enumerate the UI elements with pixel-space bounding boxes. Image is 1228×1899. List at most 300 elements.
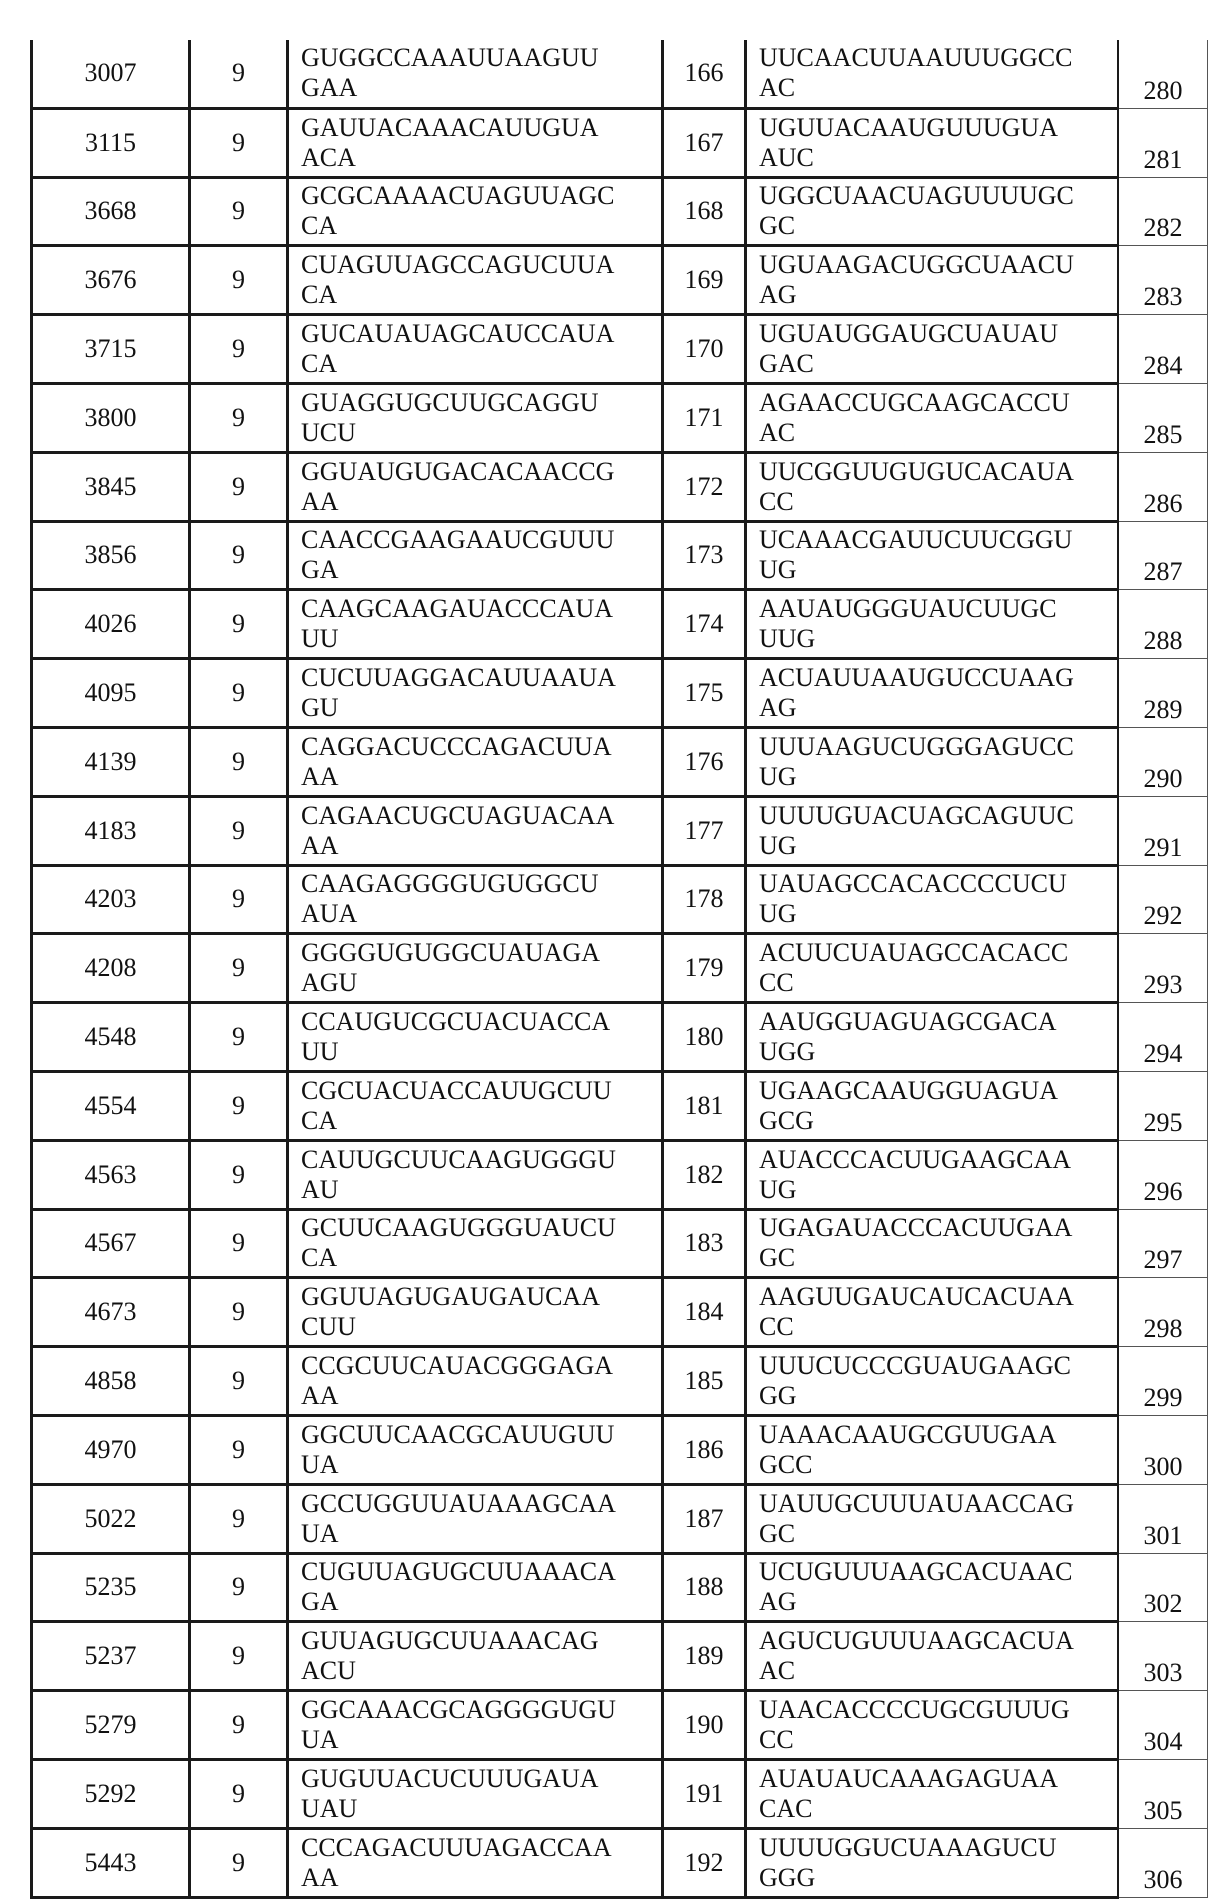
sense-sequence-line-1: CCAUGUCGCUACUACCA [301, 1007, 611, 1037]
antisense-sequence-line-2: AUC [759, 142, 814, 172]
table-row [32, 934, 1208, 1003]
target-position: 3676 [84, 265, 137, 295]
antisense-seq-id: 299 [1143, 1382, 1183, 1412]
table-row [32, 590, 1208, 659]
antisense-seq-id-cell [1118, 1415, 1208, 1484]
sense-seq-id: 185 [684, 1366, 724, 1396]
sense-seq-id-cell [663, 177, 746, 246]
antisense-sequence-line-2: AG [759, 280, 797, 310]
antisense-sequence-line-2: UUG [759, 624, 816, 654]
antisense-seq-id-cell [1118, 1278, 1208, 1347]
antisense-sequence-cell [746, 108, 1119, 177]
antisense-sequence-line-2: GCG [759, 1105, 814, 1135]
group-number: 9 [232, 884, 245, 914]
sense-sequence-line-2: CUU [301, 1312, 356, 1342]
antisense-sequence-line-2: AC [759, 1656, 796, 1686]
sense-seq-id: 169 [684, 265, 724, 295]
table-row [32, 659, 1208, 728]
group-cell [190, 659, 288, 728]
antisense-seq-id-cell [1118, 1484, 1208, 1553]
antisense-sequence-line-1: UAUAGCCACACCCCUCU [759, 869, 1067, 899]
antisense-sequence-line-2: UG [759, 761, 797, 791]
table-row [32, 452, 1208, 521]
antisense-sequence-cell [746, 246, 1119, 315]
antisense-sequence-line-2: AG [759, 1587, 797, 1617]
antisense-seq-id: 303 [1143, 1658, 1183, 1688]
target-position-cell [32, 1071, 190, 1140]
antisense-seq-id-cell [1118, 1622, 1208, 1691]
antisense-sequence-cell [746, 452, 1119, 521]
sense-sequence-cell [288, 521, 663, 590]
antisense-sequence-line-1: UUUAAGUCUGGGAGUCC [759, 731, 1074, 761]
table-row [32, 1003, 1208, 1072]
antisense-seq-id-cell [1118, 934, 1208, 1003]
antisense-seq-id-cell [1118, 1003, 1208, 1072]
sense-sequence-line-2: GU [301, 693, 339, 723]
antisense-seq-id: 305 [1143, 1795, 1183, 1825]
target-position-cell [32, 177, 190, 246]
antisense-sequence-line-2: CC [759, 968, 794, 998]
antisense-seq-id-cell [1118, 1209, 1208, 1278]
antisense-seq-id: 296 [1143, 1176, 1183, 1206]
table-row [32, 1759, 1208, 1828]
table-row [32, 1278, 1208, 1347]
table-row [32, 1209, 1208, 1278]
target-position: 4673 [84, 1297, 137, 1327]
antisense-sequence-line-2: CC [759, 1725, 794, 1755]
sense-seq-id: 172 [684, 471, 724, 501]
antisense-seq-id-cell [1118, 1759, 1208, 1828]
antisense-sequence-cell [746, 1759, 1119, 1828]
sense-seq-id: 181 [684, 1090, 724, 1120]
sense-seq-id-cell [663, 452, 746, 521]
target-position: 3115 [84, 127, 137, 157]
sense-sequence-cell [288, 1828, 663, 1897]
antisense-sequence-cell [746, 1553, 1119, 1622]
sense-seq-id: 183 [684, 1228, 724, 1258]
antisense-seq-id: 289 [1143, 694, 1183, 724]
group-cell [190, 1071, 288, 1140]
sense-seq-id-cell [663, 1415, 746, 1484]
table-row [32, 1484, 1208, 1553]
sense-sequence-line-1: GUAGGUGCUUGCAGGU [301, 387, 599, 417]
sense-sequence-line-1: CAUUGCUUCAAGUGGGU [301, 1144, 616, 1174]
group-cell [190, 383, 288, 452]
group-cell [190, 1828, 288, 1897]
antisense-seq-id-cell [1118, 1071, 1208, 1140]
group-number: 9 [232, 540, 245, 570]
group-number: 9 [232, 609, 245, 639]
target-position-cell [32, 40, 190, 108]
sense-seq-id: 173 [684, 540, 724, 570]
sense-seq-id-cell [663, 796, 746, 865]
antisense-seq-id-cell [1118, 521, 1208, 590]
group-cell [190, 1347, 288, 1416]
antisense-sequence-line-2: UG [759, 830, 797, 860]
group-number: 9 [232, 1022, 245, 1052]
sense-seq-id-cell [663, 1484, 746, 1553]
target-position: 3715 [84, 334, 137, 364]
target-position-cell [32, 1347, 190, 1416]
sense-seq-id-cell [663, 1759, 746, 1828]
sense-sequence-line-2: GAA [301, 73, 358, 103]
sense-seq-id: 182 [684, 1159, 724, 1189]
sense-seq-id-cell [663, 1347, 746, 1416]
sense-sequence-line-1: GCCUGGUUAUAAAGCAA [301, 1488, 616, 1518]
group-cell [190, 521, 288, 590]
antisense-sequence-cell [746, 659, 1119, 728]
target-position-cell [32, 934, 190, 1003]
sense-sequence-cell [288, 1484, 663, 1553]
sense-sequence-line-1: GUGGCCAAAUUAAGUU [301, 43, 599, 73]
sense-sequence-cell [288, 1347, 663, 1416]
sense-sequence-line-2: AA [301, 1862, 339, 1892]
table-row [32, 40, 1208, 108]
target-position: 4208 [84, 953, 137, 983]
sense-seq-id: 180 [684, 1022, 724, 1052]
antisense-seq-id: 293 [1143, 970, 1183, 1000]
antisense-sequence-line-2: UG [759, 1174, 797, 1204]
group-cell [190, 1140, 288, 1209]
antisense-seq-id: 288 [1143, 626, 1183, 656]
sense-sequence-cell [288, 934, 663, 1003]
antisense-seq-id: 281 [1143, 144, 1183, 174]
target-position-cell [32, 108, 190, 177]
antisense-sequence-line-2: GGG [759, 1862, 816, 1892]
sense-sequence-line-2: UU [301, 624, 339, 654]
sense-seq-id: 188 [684, 1572, 724, 1602]
antisense-seq-id: 287 [1143, 557, 1183, 587]
antisense-seq-id: 290 [1143, 763, 1183, 793]
sense-sequence-line-2: ACU [301, 1656, 356, 1686]
sense-seq-id: 192 [684, 1847, 724, 1877]
group-number: 9 [232, 471, 245, 501]
antisense-sequence-line-1: ACUUCUAUAGCCACACC [759, 938, 1069, 968]
antisense-seq-id: 282 [1143, 213, 1183, 243]
target-position-cell [32, 1691, 190, 1760]
group-number: 9 [232, 1090, 245, 1120]
antisense-seq-id-cell [1118, 108, 1208, 177]
group-cell [190, 108, 288, 177]
sense-seq-id-cell [663, 659, 746, 728]
sense-sequence-cell [288, 383, 663, 452]
sense-sequence-line-1: GUCAUAUAGCAUCCAUA [301, 319, 615, 349]
group-number: 9 [232, 678, 245, 708]
antisense-seq-id-cell [1118, 40, 1208, 108]
table-row [32, 1415, 1208, 1484]
antisense-sequence-cell [746, 1622, 1119, 1691]
antisense-seq-id: 298 [1143, 1314, 1183, 1344]
target-position: 4970 [84, 1434, 137, 1464]
antisense-sequence-cell [746, 934, 1119, 1003]
sense-sequence-cell [288, 315, 663, 384]
sense-sequence-line-1: CAACCGAAGAAUCGUUU [301, 525, 615, 555]
sense-seq-id-cell [663, 1071, 746, 1140]
group-cell [190, 934, 288, 1003]
sense-sequence-cell [288, 1691, 663, 1760]
sense-sequence-cell [288, 1140, 663, 1209]
antisense-sequence-line-1: UGUAUGGAUGCUAUAU [759, 319, 1058, 349]
sense-sequence-line-2: AU [301, 1174, 339, 1204]
antisense-seq-id: 285 [1143, 419, 1183, 449]
group-number: 9 [232, 58, 245, 88]
group-cell [190, 1278, 288, 1347]
sense-seq-id-cell [663, 590, 746, 659]
antisense-sequence-cell [746, 1828, 1119, 1897]
target-position-cell [32, 1140, 190, 1209]
group-number: 9 [232, 1297, 245, 1327]
target-position-cell [32, 727, 190, 796]
antisense-sequence-line-2: GC [759, 1243, 796, 1273]
antisense-sequence-line-1: AAUAUGGGUAUCUUGC [759, 594, 1057, 624]
target-position-cell [32, 1622, 190, 1691]
group-number: 9 [232, 1847, 245, 1877]
target-position-cell [32, 659, 190, 728]
target-position: 5292 [84, 1778, 137, 1808]
target-position: 5022 [84, 1503, 137, 1533]
antisense-sequence-line-1: UUUUGGUCUAAAGUCU [759, 1832, 1057, 1862]
antisense-seq-id: 304 [1143, 1726, 1183, 1756]
table-row [32, 796, 1208, 865]
sense-sequence-line-2: CA [301, 349, 338, 379]
antisense-sequence-line-2: AC [759, 73, 796, 103]
sense-seq-id: 166 [684, 58, 724, 88]
antisense-seq-id-cell [1118, 590, 1208, 659]
antisense-sequence-line-1: AGUCUGUUUAAGCACUA [759, 1626, 1074, 1656]
target-position-cell [32, 865, 190, 934]
sense-seq-id-cell [663, 1622, 746, 1691]
sense-seq-id-cell [663, 40, 746, 108]
antisense-seq-id: 291 [1143, 832, 1183, 862]
sense-sequence-line-2: UA [301, 1725, 339, 1755]
sense-sequence-cell [288, 177, 663, 246]
antisense-sequence-line-1: UUCAACUUAAUUUGGCC [759, 43, 1073, 73]
antisense-seq-id-cell [1118, 383, 1208, 452]
sense-seq-id-cell [663, 865, 746, 934]
antisense-sequence-line-2: GG [759, 1381, 797, 1411]
target-position: 5235 [84, 1572, 137, 1602]
sense-sequence-line-2: UAU [301, 1793, 358, 1823]
sense-seq-id-cell [663, 934, 746, 1003]
sense-sequence-line-2: CA [301, 211, 338, 241]
group-number: 9 [232, 127, 245, 157]
sense-sequence-line-1: CCGCUUCAUACGGGAGA [301, 1351, 614, 1381]
sirna-sequence-table [30, 40, 1208, 1899]
sense-seq-id-cell [663, 108, 746, 177]
group-number: 9 [232, 1710, 245, 1740]
antisense-sequence-line-2: UG [759, 899, 797, 929]
sense-seq-id: 176 [684, 746, 724, 776]
sense-sequence-line-1: GCGCAAAACUAGUUAGC [301, 181, 615, 211]
table-row [32, 383, 1208, 452]
sense-sequence-line-1: CAAGCAAGAUACCCAUA [301, 594, 614, 624]
group-cell [190, 315, 288, 384]
sense-seq-id: 184 [684, 1297, 724, 1327]
sense-sequence-cell [288, 796, 663, 865]
table-body [32, 40, 1208, 1897]
antisense-sequence-line-1: UUUUGUACUAGCAGUUC [759, 800, 1074, 830]
target-position: 5279 [84, 1710, 137, 1740]
sense-seq-id-cell [663, 1691, 746, 1760]
antisense-sequence-line-1: AUAUAUCAAAGAGUAA [759, 1763, 1058, 1793]
group-number: 9 [232, 815, 245, 845]
sense-sequence-cell [288, 727, 663, 796]
sense-seq-id-cell [663, 1140, 746, 1209]
antisense-sequence-line-2: AG [759, 693, 797, 723]
sense-sequence-cell [288, 1553, 663, 1622]
antisense-seq-id-cell [1118, 246, 1208, 315]
sense-seq-id: 177 [684, 815, 724, 845]
antisense-sequence-line-2: CC [759, 1312, 794, 1342]
sense-sequence-line-2: ACA [301, 142, 356, 172]
target-position: 4567 [84, 1228, 137, 1258]
sense-seq-id-cell [663, 1278, 746, 1347]
antisense-sequence-line-1: UGUAAGACUGGCUAACU [759, 250, 1074, 280]
target-position: 4548 [84, 1022, 137, 1052]
sense-sequence-cell [288, 1759, 663, 1828]
sense-sequence-line-2: AA [301, 761, 339, 791]
antisense-seq-id-cell [1118, 1691, 1208, 1760]
antisense-seq-id: 295 [1143, 1107, 1183, 1137]
target-position-cell [32, 1828, 190, 1897]
sense-sequence-cell [288, 1209, 663, 1278]
target-position: 3800 [84, 402, 137, 432]
antisense-seq-id: 283 [1143, 282, 1183, 312]
sense-seq-id: 175 [684, 678, 724, 708]
sense-seq-id-cell [663, 1209, 746, 1278]
sense-seq-id: 174 [684, 609, 724, 639]
group-number: 9 [232, 1641, 245, 1671]
antisense-sequence-line-2: GCC [759, 1449, 813, 1479]
antisense-seq-id-cell [1118, 796, 1208, 865]
group-cell [190, 1622, 288, 1691]
table-row [32, 1691, 1208, 1760]
sense-sequence-line-1: CCCAGACUUUAGACCAA [301, 1832, 612, 1862]
antisense-seq-id: 284 [1143, 350, 1183, 380]
group-number: 9 [232, 265, 245, 295]
sense-sequence-cell [288, 452, 663, 521]
antisense-sequence-cell [746, 590, 1119, 659]
group-cell [190, 1415, 288, 1484]
group-cell [190, 1759, 288, 1828]
table-row [32, 865, 1208, 934]
sense-sequence-line-2: AGU [301, 968, 358, 998]
antisense-sequence-cell [746, 1003, 1119, 1072]
group-cell [190, 1484, 288, 1553]
sense-sequence-line-2: GA [301, 1587, 339, 1617]
target-position-cell [32, 1484, 190, 1553]
sense-sequence-cell [288, 1622, 663, 1691]
sense-sequence-line-1: CUAGUUAGCCAGUCUUA [301, 250, 615, 280]
antisense-sequence-cell [746, 796, 1119, 865]
target-position-cell [32, 1553, 190, 1622]
group-cell [190, 1553, 288, 1622]
target-position-cell [32, 796, 190, 865]
sense-seq-id-cell [663, 1553, 746, 1622]
antisense-sequence-line-2: GC [759, 211, 796, 241]
table-row [32, 521, 1208, 590]
sense-seq-id-cell [663, 383, 746, 452]
antisense-seq-id-cell [1118, 1553, 1208, 1622]
sense-seq-id-cell [663, 315, 746, 384]
antisense-sequence-cell [746, 1071, 1119, 1140]
sense-sequence-line-2: UU [301, 1037, 339, 1067]
table-row [32, 1071, 1208, 1140]
antisense-sequence-line-2: GC [759, 1518, 796, 1548]
sense-sequence-cell [288, 40, 663, 108]
sense-seq-id: 170 [684, 334, 724, 364]
table-row [32, 1347, 1208, 1416]
antisense-sequence-cell [746, 865, 1119, 934]
table-row [32, 727, 1208, 796]
target-position-cell [32, 383, 190, 452]
table-row [32, 1622, 1208, 1691]
target-position: 5237 [84, 1641, 137, 1671]
group-number: 9 [232, 1503, 245, 1533]
table-row [32, 1828, 1208, 1897]
sense-seq-id-cell [663, 1828, 746, 1897]
table-row [32, 1140, 1208, 1209]
group-number: 9 [232, 746, 245, 776]
antisense-seq-id-cell [1118, 452, 1208, 521]
target-position: 4563 [84, 1159, 137, 1189]
group-number: 9 [232, 1434, 245, 1464]
antisense-seq-id-cell [1118, 177, 1208, 246]
antisense-sequence-cell [746, 727, 1119, 796]
sense-sequence-line-1: GGGGUGUGGCUAUAGA [301, 938, 600, 968]
sense-seq-id: 168 [684, 196, 724, 226]
sense-seq-id-cell [663, 1003, 746, 1072]
sense-sequence-line-2: AUA [301, 899, 358, 929]
antisense-sequence-line-2: UG [759, 555, 797, 585]
group-number: 9 [232, 1159, 245, 1189]
group-number: 9 [232, 1366, 245, 1396]
antisense-sequence-line-1: UAAACAAUGCGUUGAA [759, 1419, 1057, 1449]
antisense-seq-id-cell [1118, 1347, 1208, 1416]
target-position-cell [32, 521, 190, 590]
antisense-sequence-cell [746, 383, 1119, 452]
antisense-sequence-line-1: UGUUACAAUGUUUGUA [759, 112, 1058, 142]
table-row [32, 177, 1208, 246]
antisense-seq-id: 292 [1143, 901, 1183, 931]
sense-sequence-line-2: UA [301, 1518, 339, 1548]
antisense-seq-id: 294 [1143, 1038, 1183, 1068]
antisense-sequence-line-2: CAC [759, 1793, 813, 1823]
antisense-sequence-line-1: UUCGGUUGUGUCACAUA [759, 456, 1074, 486]
sense-seq-id: 186 [684, 1434, 724, 1464]
antisense-sequence-cell [746, 1691, 1119, 1760]
sense-sequence-cell [288, 659, 663, 728]
sense-seq-id: 189 [684, 1641, 724, 1671]
antisense-seq-id-cell [1118, 865, 1208, 934]
target-position-cell [32, 1415, 190, 1484]
table-row [32, 1553, 1208, 1622]
table-row [32, 246, 1208, 315]
sense-seq-id: 171 [684, 402, 724, 432]
group-number: 9 [232, 953, 245, 983]
antisense-seq-id: 301 [1143, 1520, 1183, 1550]
sense-sequence-line-2: UA [301, 1449, 339, 1479]
antisense-sequence-line-1: UAACACCCCUGCGUUUG [759, 1695, 1070, 1725]
sense-sequence-line-2: GA [301, 555, 339, 585]
target-position-cell [32, 315, 190, 384]
sense-seq-id-cell [663, 246, 746, 315]
sense-seq-id: 190 [684, 1710, 724, 1740]
sense-sequence-line-1: CAAGAGGGGUGUGGCU [301, 869, 599, 899]
target-position: 4026 [84, 609, 137, 639]
sense-sequence-line-2: AA [301, 1381, 339, 1411]
sense-sequence-cell [288, 1003, 663, 1072]
